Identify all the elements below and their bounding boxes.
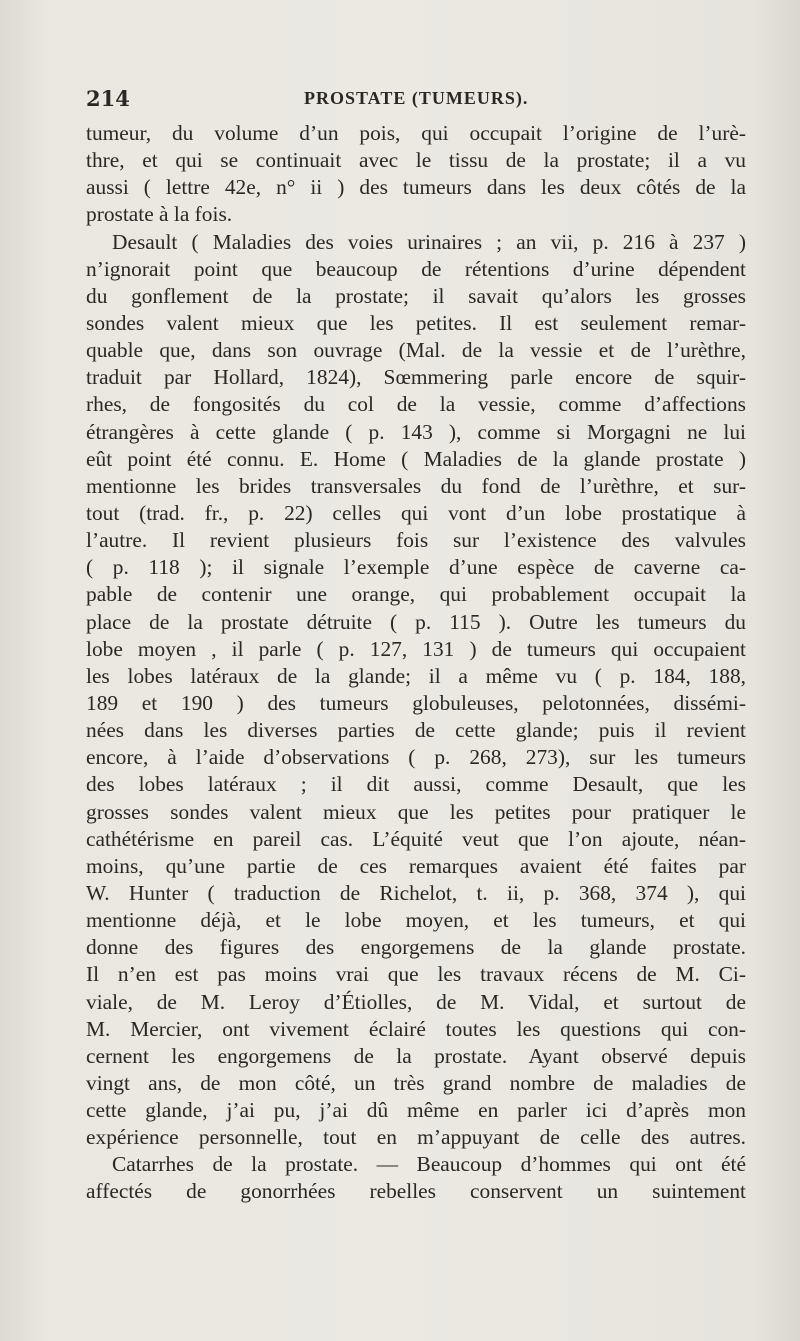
running-head: PROSTATE (TUMEURS). bbox=[304, 88, 529, 108]
text-line: place de la prostate détruite ( p. 115 ). Outre les tumeurs du bbox=[86, 609, 746, 634]
text-line: Catarrhes de la prostate. — Beaucoup d’hommes qui ont été bbox=[112, 1152, 746, 1177]
text-line: 189 et 190 ) des tumeurs globuleuses, pelotonnées, dissémi- bbox=[86, 690, 746, 715]
text-line: moins, qu’une partie de ces remarques avaient été faites par bbox=[86, 853, 746, 878]
text-line: prostate à la fois. bbox=[86, 202, 233, 227]
text-line: l’autre. Il revient plusieurs fois sur l’existence des valvules bbox=[86, 528, 746, 553]
text-line: pable de contenir une orange, qui probablement occupait la bbox=[86, 582, 746, 607]
text-line: des lobes latéraux ; il dit aussi, comme Desault, que les bbox=[86, 772, 746, 797]
text-line: quable que, dans son ouvrage (Mal. de la vessie et de l’urèthre, bbox=[86, 338, 746, 363]
text-line: n’ignorait point que beaucoup de rétentions d’urine dépendent bbox=[86, 256, 746, 281]
text-line: viale, de M. Leroy d’Étiolles, de M. Vidal, et surtout de bbox=[86, 989, 746, 1014]
text-line: ( p. 118 ); il signale l’exemple d’une espèce de caverne ca- bbox=[86, 555, 746, 580]
text-line: M. Mercier, ont vivement éclairé toutes les questions qui con- bbox=[86, 1016, 746, 1041]
text-line: tout (trad. fr., p. 22) celles qui vont d’un lobe prostatique à bbox=[86, 500, 746, 525]
body-text bbox=[86, 120, 746, 1206]
text-line: nées dans les diverses parties de cette glande; puis il revient bbox=[86, 718, 746, 743]
text-line: grosses sondes valent mieux que les petites pour pratiquer le bbox=[86, 799, 746, 824]
text-line: vingt ans, de mon côté, un très grand nombre de maladies de bbox=[86, 1070, 746, 1095]
text-line: traduit par Hollard, 1824), Sœmmering parle encore de squir- bbox=[86, 365, 746, 390]
page-number: 214 bbox=[86, 86, 130, 111]
text-line: du gonflement de la prostate; il savait qu’alors les grosses bbox=[86, 283, 746, 308]
text-line: aussi ( lettre 42e, n° ii ) des tumeurs dans les deux côtés de la bbox=[86, 175, 746, 200]
text-line: affectés de gonorrhées rebelles conservent un suintement bbox=[86, 1179, 746, 1204]
text-line: encore, à l’aide d’observations ( p. 268, 273), sur les tumeurs bbox=[86, 745, 746, 770]
text-line: tumeur, du volume d’un pois, qui occupait l’origine de l’urè- bbox=[86, 121, 746, 145]
text-line: Il n’en est pas moins vrai que les travaux récens de M. Ci- bbox=[86, 962, 746, 987]
text-line: mentionne déjà, et le lobe moyen, et les tumeurs, et qui bbox=[86, 908, 746, 933]
text-line: rhes, de fongosités du col de la vessie, comme d’affections bbox=[86, 392, 746, 417]
text-line: W. Hunter ( traduction de Richelot, t. ii, p. 368, 374 ), qui bbox=[86, 880, 746, 905]
text-line: cernent les engorgemens de la prostate. Ayant observé depuis bbox=[86, 1043, 746, 1068]
text-line: cette glande, j’ai pu, j’ai dû même en parler ici d’après mon bbox=[86, 1098, 746, 1123]
text-line: sondes valent mieux que les petites. Il est seulement remar- bbox=[86, 310, 746, 335]
text-line: eût point été connu. E. Home ( Maladies de la glande prostate ) bbox=[86, 446, 746, 471]
text-line: étrangères à cette glande ( p. 143 ), comme si Morgagni ne lui bbox=[86, 419, 746, 444]
text-line: mentionne les brides transversales du fond de l’urèthre, et sur- bbox=[86, 473, 746, 498]
text-line: lobe moyen , il parle ( p. 127, 131 ) de tumeurs qui occupaient bbox=[86, 636, 746, 661]
text-line: thre, et qui se continuait avec le tissu de la prostate; il a vu bbox=[86, 148, 746, 173]
text-line: cathétérisme en pareil cas. L’équité veut que l’on ajoute, néan- bbox=[86, 826, 746, 851]
text-line: donne des figures des engorgemens de la glande prostate. bbox=[86, 935, 746, 960]
text-line: expérience personnelle, tout en m’appuyant de celle des autres. bbox=[86, 1125, 746, 1150]
page-header bbox=[86, 86, 746, 116]
text-line: Desault ( Maladies des voies urinaires ; an vii, p. 216 à 237 ) bbox=[112, 229, 746, 254]
text-line: les lobes latéraux de la glande; il a même vu ( p. 184, 188, bbox=[86, 663, 746, 688]
